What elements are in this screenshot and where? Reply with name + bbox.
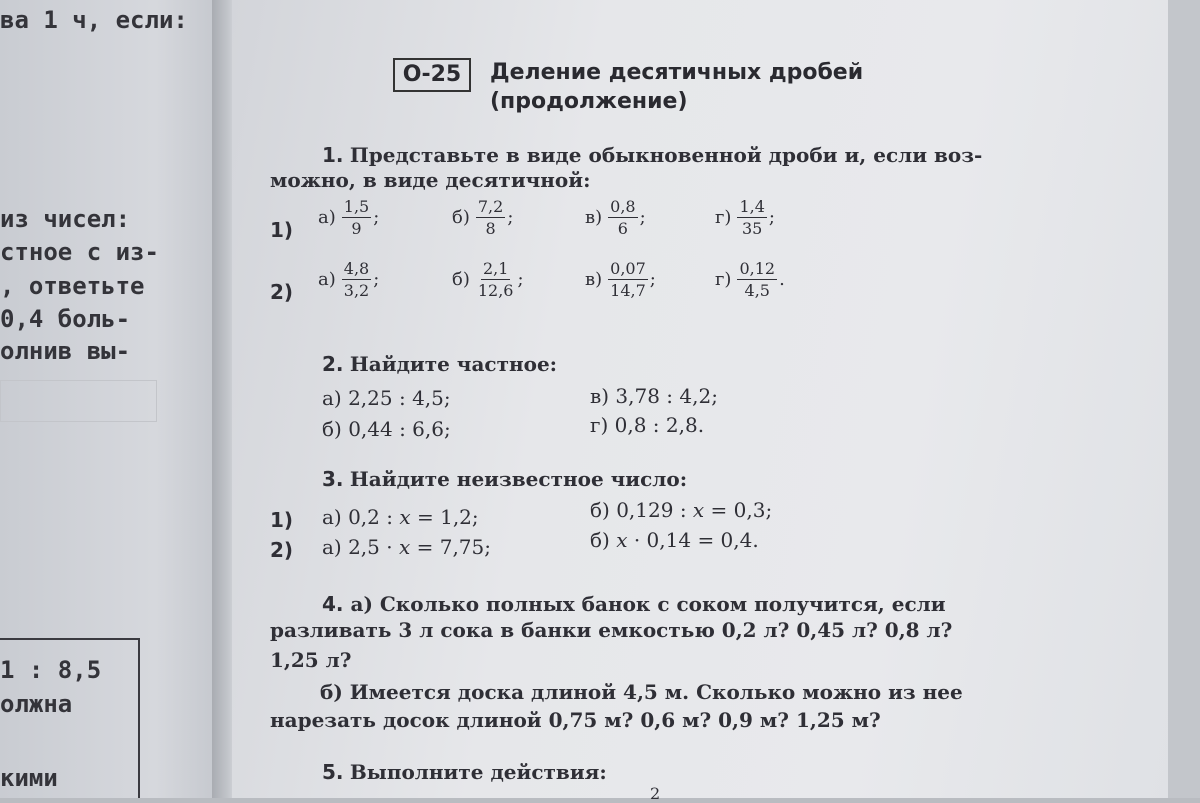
- task1-row1-item-b: б) $\frac{7,2}{8}$ ;: [452, 197, 514, 238]
- task3-row1-label: 1): [270, 508, 294, 532]
- task4-number: 4.: [322, 592, 344, 616]
- task4-a-line3: 1,25 л?: [270, 648, 352, 672]
- task5-cut-digit: 2: [650, 784, 661, 803]
- task1-prompt-line2: можно, в виде десятичной:: [270, 168, 591, 192]
- left-page: [0, 0, 222, 798]
- fraction: $\frac{0,07}{14,7}$: [610, 259, 646, 300]
- task1-row2-item-a: а) $\frac{4,8}{3,2}$ ;: [318, 259, 380, 300]
- left-page-fragment: олнив вы-: [0, 337, 131, 365]
- task4-a-line2: разливать 3 л сока в банки емкостью 0,2 л? 0,45 л? 0,8 л?: [270, 618, 953, 642]
- task4-b-line1: б) Имеется доска длиной 4,5 м. Сколько можно из нее: [320, 680, 963, 704]
- section-badge: О-25: [393, 58, 471, 92]
- task1-row2-label: 2): [270, 280, 294, 304]
- task3-row2-item-a: а) 2,5 · x = 7,75;: [322, 535, 491, 559]
- task1-row1-item-g: г) $\frac{1,4}{35}$ ;: [715, 197, 775, 238]
- left-page-fragment: , ответьте: [0, 272, 145, 300]
- fraction: $\frac{7,2}{8}$: [477, 197, 504, 238]
- task4-a-line1: 4. а) Сколько полных банок с соком получится, если: [322, 592, 946, 616]
- fraction: $\frac{2,1}{12,6}$: [477, 259, 514, 300]
- task1-row1-label: 1): [270, 218, 294, 242]
- fraction: $\frac{0,12}{4,5}$: [739, 259, 776, 300]
- task2-number: 2.: [322, 352, 344, 376]
- left-page-faint-box: [0, 380, 157, 422]
- left-page-fragment: ва 1 ч, если:: [0, 6, 188, 34]
- left-page-fragment: стное с из-: [0, 238, 159, 266]
- left-page-fragment: олжна: [0, 690, 73, 718]
- task3-row1-item-b: б) 0,129 : x = 0,3;: [590, 498, 773, 522]
- page-edge: [1168, 0, 1200, 798]
- task2-item-v: в) 3,78 : 4,2;: [590, 384, 718, 408]
- left-page-fragment: 1 : 8,5: [0, 656, 102, 684]
- task1-row2-item-v: в) $\frac{0,07}{14,7}$ ;: [585, 259, 656, 300]
- left-page-fragment: 0,4 боль-: [0, 305, 131, 333]
- task5-number: 5.: [322, 760, 344, 784]
- fraction: $\frac{1,5}{9}$: [343, 197, 370, 238]
- task5-prompt: 5. Выполните действия:: [322, 760, 607, 784]
- section-title-line1: Деление десятичных дробей: [490, 60, 864, 85]
- task1-prompt-line1: 1. Представьте в виде обыкновенной дроби и, если воз-: [322, 143, 983, 167]
- task2-prompt: 2. Найдите частное:: [322, 352, 558, 376]
- task4-b-line2: нарезать досок длиной 0,75 м? 0,6 м? 0,9 м? 1,25 м?: [270, 708, 881, 732]
- fraction: $\frac{1,4}{35}$: [739, 197, 765, 238]
- task2-item-a: а) 2,25 : 4,5;: [322, 386, 451, 410]
- task3-row2-item-b: б) x · 0,14 = 0,4.: [590, 528, 759, 552]
- left-page-fragment: кими: [0, 764, 58, 792]
- task3-number: 3.: [322, 467, 344, 491]
- task1-row2-item-g: г) $\frac{0,12}{4,5}$ .: [715, 259, 785, 300]
- section-title-line2: (продолжение): [490, 89, 688, 114]
- task3-prompt: 3. Найдите неизвестное число:: [322, 467, 688, 491]
- task2-item-g: г) 0,8 : 2,8.: [590, 413, 705, 437]
- section-title: [490, 58, 863, 116]
- left-page-fragment: из чисел:: [0, 205, 131, 233]
- task1-row1-item-v: в) $\frac{0,8}{6}$ ;: [585, 197, 646, 238]
- task1-row2-item-b: б) $\frac{2,1}{12,6}$ ;: [452, 259, 524, 300]
- task1-row1-item-a: а) $\frac{1,5}{9}$ ;: [318, 197, 380, 238]
- task2-item-b: б) 0,44 : 6,6;: [322, 417, 451, 441]
- task3-row2-label: 2): [270, 538, 294, 562]
- fraction: $\frac{4,8}{3,2}$: [343, 259, 370, 300]
- task3-row1-item-a: а) 0,2 : x = 1,2;: [322, 505, 479, 529]
- fraction: $\frac{0,8}{6}$: [610, 197, 636, 238]
- task1-number: 1.: [322, 143, 344, 167]
